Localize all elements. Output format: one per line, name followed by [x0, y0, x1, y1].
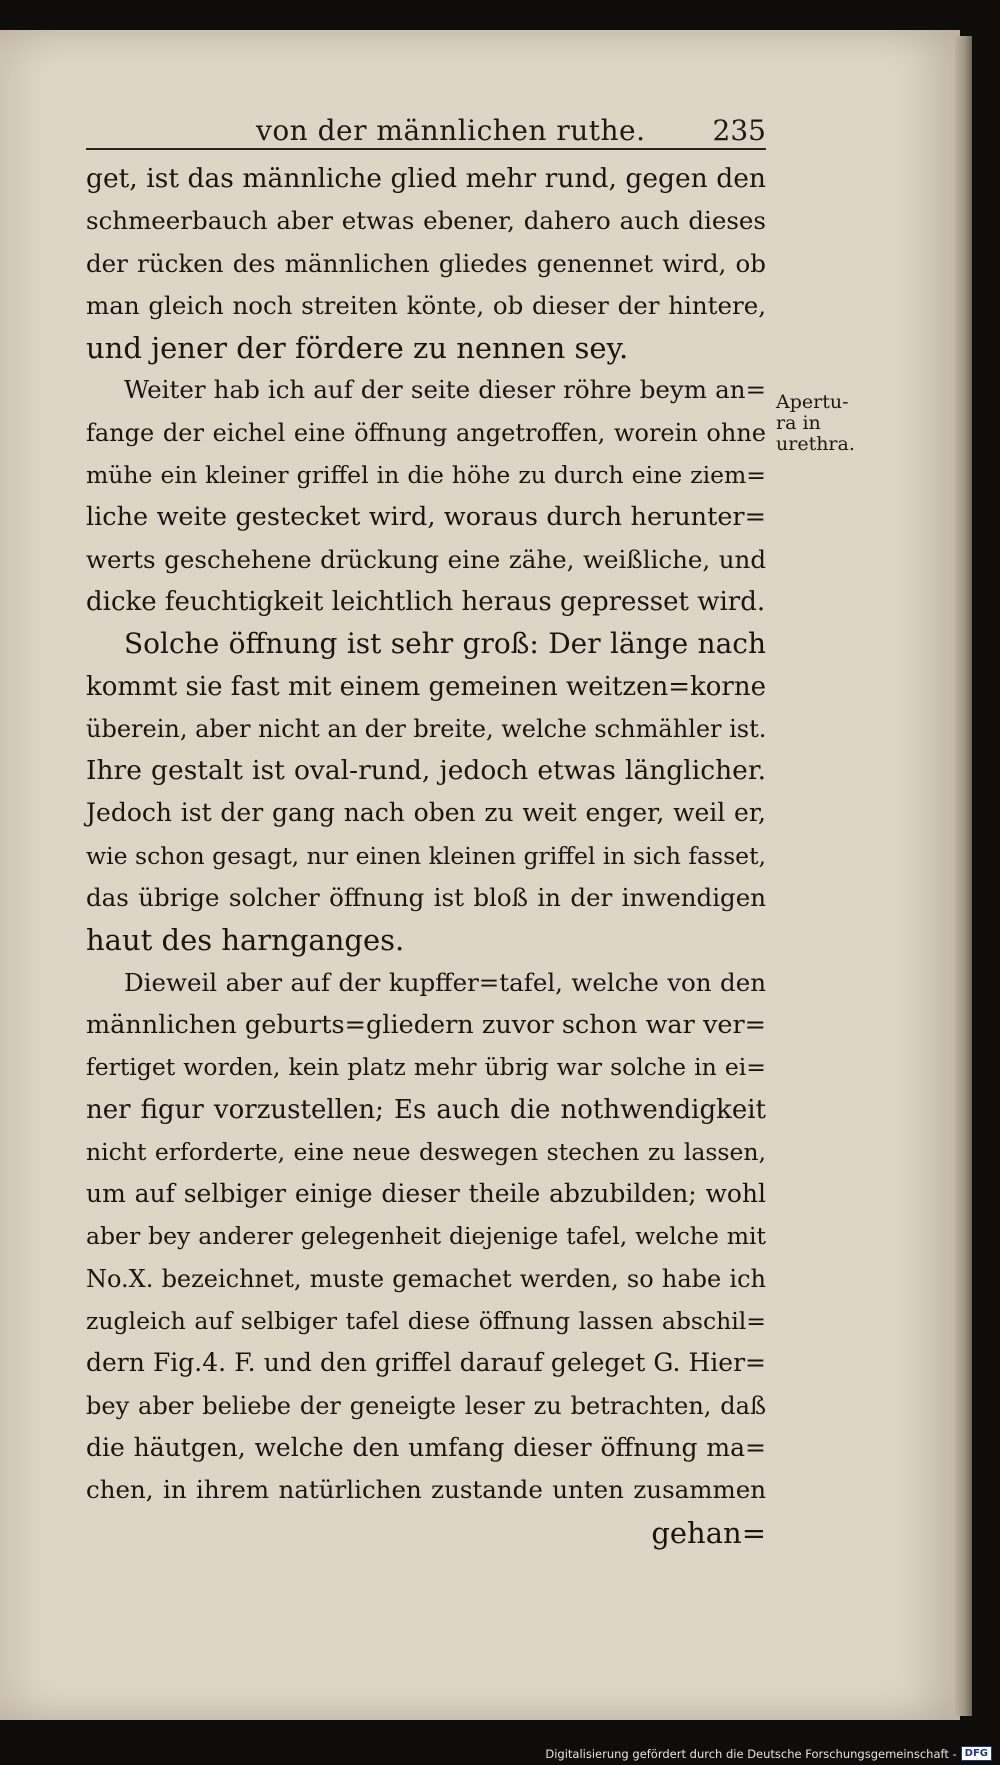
text-line: bey aber beliebe der geneigte leser zu betrachten, daß — [86, 1391, 766, 1420]
text-line: ner figur vorzustellen; Es auch die nothwendigkeit — [86, 1094, 766, 1125]
running-title: von der männlichen ruthe. — [256, 114, 646, 147]
text-line: liche weite gestecket wird, woraus durch herunter= — [86, 502, 766, 533]
text-line: Ihre gestalt ist oval-rund, jedoch etwas länglicher. — [86, 755, 766, 787]
text-line: die häutgen, welche den umfang dieser öffnung ma= — [86, 1432, 766, 1462]
text-line: das übrige solcher öffnung ist bloß in der inwendigen — [86, 883, 766, 913]
page-number: 235 — [712, 114, 766, 147]
text-line: werts geschehene drückung eine zähe, weißliche, und — [86, 544, 766, 574]
marginal-note — [776, 392, 866, 455]
text-line: Jedoch ist der gang nach oben zu weit enger, weil er, — [86, 798, 766, 828]
text-line: fertiget worden, kein platz mehr übrig war solche in ei= — [86, 1053, 766, 1082]
text-line: get, ist das männliche glied mehr rund, gegen den — [86, 163, 766, 194]
text-line: haut des harnganges. — [86, 923, 405, 958]
text-line: dern Fig.4. F. und den griffel darauf geleget G. Hier= — [86, 1348, 766, 1378]
text-line: No.X. bezeichnet, muste gemachet werden, so habe ich — [86, 1264, 766, 1293]
catchword: gehan= — [651, 1515, 766, 1550]
marginal-note-line: ra in — [776, 412, 821, 434]
text-line: man gleich noch streiten könte, ob dieser der hintere, — [86, 290, 766, 320]
text-line: zugleich auf selbiger tafel diese öffnung lassen abschil= — [86, 1307, 766, 1336]
text-line: Weiter hab ich auf der seite dieser röhre beym an= — [124, 375, 766, 405]
text-line: mühe ein kleiner griffel in die höhe zu durch eine ziem= — [86, 461, 766, 490]
footer-credit — [545, 1746, 992, 1761]
text-line: fange der eichel eine öffnung angetroffen, worein ohne — [86, 418, 766, 447]
text-line: kommt sie fast mit einem gemeinen weitzen=korne — [86, 671, 766, 702]
text-line: und jener der fördere zu nennen sey. — [86, 331, 629, 366]
text-line: aber bey anderer gelegenheit diejenige tafel, welche mit — [86, 1222, 766, 1251]
text-line: überein, aber nicht an der breite, welche schmähler ist. — [86, 714, 767, 743]
footer-text: Digitalisierung gefördert durch die Deutsche Forschungsgemeinschaft - — [545, 1746, 957, 1761]
text-line: wie schon gesagt, nur einen kleinen griffel in sich fasset, — [86, 841, 766, 870]
text-line: Dieweil aber auf der kupffer=tafel, welche von den — [124, 967, 766, 997]
marginal-note-line: Apertu- — [776, 391, 849, 413]
marginal-note-line: urethra. — [776, 433, 855, 455]
running-head — [86, 92, 766, 150]
text-line: Solche öffnung ist sehr groß: Der länge nach — [124, 627, 766, 661]
text-line: dicke feuchtigkeit leichtlich heraus gepresset wird. — [86, 586, 766, 617]
text-line: der rücken des männlichen gliedes genennet wird, ob — [86, 248, 766, 278]
text-line: um auf selbiger einige dieser theile abzubilden; wohl — [86, 1179, 766, 1209]
text-line: nicht erforderte, eine neue deswegen stechen zu lassen, — [86, 1137, 766, 1166]
text-line: männlichen geburts=gliedern zuvor schon war ver= — [86, 1009, 766, 1040]
text-line: schmeerbauch aber etwas ebener, dahero auch dieses — [86, 206, 766, 236]
page-edge — [955, 36, 972, 1716]
dfg-logo-icon: DFG — [961, 1746, 992, 1761]
text-line: chen, in ihrem natürlichen zustande unten zusammen — [86, 1475, 766, 1505]
body-text — [86, 158, 766, 1554]
